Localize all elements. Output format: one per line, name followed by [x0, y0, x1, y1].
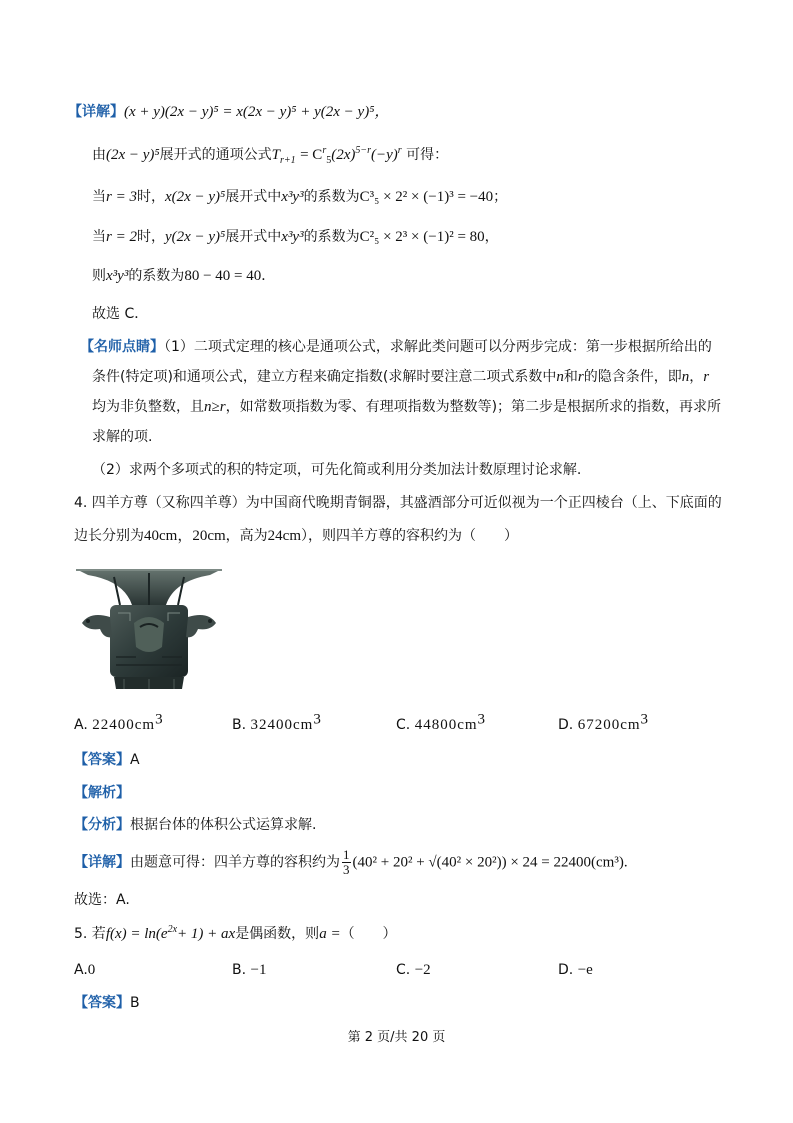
- tips-line-5: （2）求两个多项式的积的特定项，可先化简或利用分类加法计数原理讨论求解.: [92, 462, 582, 478]
- tips-line-1: 【名师点睛】（1）二项式定理的核心是通项公式，求解此类问题可以分两步完成：第一步根据所给出的: [80, 339, 712, 355]
- tips-line-2: 条件(特定项)和通项公式，建立方程来确定指数(求解时要注意二项式系数中n和r的隐含条件，即n，r: [92, 369, 710, 385]
- q4-detail: 【详解】由题意可得：四羊方尊的容积约为 $\frac{1}{3}$ (40² + 20² + √(40² × 20²)) × 24 = 22400(cm³).: [74, 847, 628, 877]
- q4-fenxi: 【分析】根据台体的体积公式运算求解.: [74, 817, 317, 833]
- q5-option-a[interactable]: A.0: [74, 962, 96, 978]
- q4-choose: 故选：A.: [74, 892, 130, 908]
- detail-conclusion: 故选 C．: [92, 306, 149, 322]
- q4-option-d[interactable]: D. $67200cm^3$: [558, 711, 649, 733]
- detail-line-4: 当r = 2时，y(2x − y)⁵展开式中x³y³的系数为C²₅ × 2³ × (−1)² = 80，: [92, 229, 499, 245]
- frustum-volume-formula: (40² + 20² + √(40² × 20²)) × 24 = 22400(cm³): [352, 854, 624, 871]
- expansion-equation: (x + y)(2x − y)⁵ = x(2x − y)⁵ + y(2x − y)⁵，: [124, 104, 390, 120]
- detail-tag: 【详解】: [68, 104, 124, 120]
- q4-analysis-tag: 【解析】: [74, 785, 130, 801]
- bronze-vessel-image: [74, 565, 224, 693]
- q5-stem: 5. 若$f(x) = \ln(e^{2x}+ 1)$ + ax是偶函数，则a =（ ）: [74, 924, 397, 942]
- q4-option-c[interactable]: C. $44800cm^3$: [396, 711, 486, 733]
- q5-option-b[interactable]: B. −1: [232, 962, 267, 978]
- q4-stem-line-2: 边长分别为40cm，20cm，高为24cm），则四羊方尊的容积约为（ ）: [74, 528, 518, 544]
- q4-option-a[interactable]: A. $22400cm^3$: [74, 711, 163, 733]
- detail-line-3: 当r = 3时，x(2x − y)⁵展开式中x³y³的系数为C³₅ × 2² × (−1)³ = −40；: [92, 189, 508, 205]
- q5-option-c[interactable]: C. −2: [396, 962, 431, 978]
- tips-line-3: 均为非负整数，且n≥r，如常数项指数为零、有理项指数为整数等)；第二步是根据所求的指数，再求所: [92, 399, 722, 415]
- fraction-one-third: $\frac{1}{3}$: [343, 847, 350, 877]
- detail-line-5: 则x³y³的系数为80 − 40 = 40．: [92, 268, 276, 284]
- detail-line-1: [68, 102, 389, 122]
- detail-line-2: 由(2x − y)⁵展开式的通项公式$T_{r+1} = C^r_5(2x)^{5-r}(-y)^r$ 可得：: [92, 145, 449, 166]
- page-footer: 第 2 页/共 20 页: [347, 1030, 446, 1045]
- q5-option-d[interactable]: D. −e: [558, 962, 593, 978]
- tips-line-4: 求解的项.: [92, 429, 153, 445]
- tips-tag: 【名师点睛】: [80, 339, 164, 355]
- q4-answer: 【答案】A: [74, 752, 140, 768]
- q4-option-b[interactable]: B. $32400cm^3$: [232, 711, 321, 733]
- q4-stem-line-1: 4. 四羊方尊（又称四羊尊）为中国商代晚期青铜器，其盛酒部分可近似视为一个正四棱台（上、下底面的: [74, 495, 722, 511]
- q5-answer: 【答案】B: [74, 995, 140, 1011]
